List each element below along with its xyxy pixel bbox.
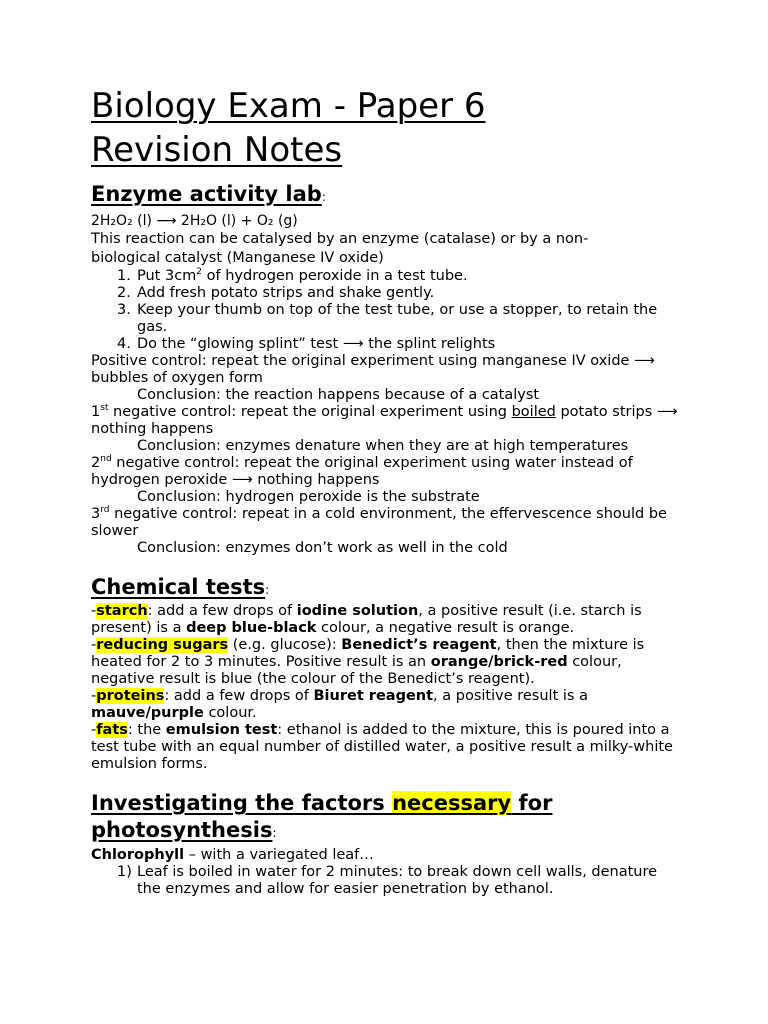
- step-number: 4.: [117, 336, 131, 352]
- negative-control-1: 1st negative control: repeat the original experiment using boiled potato strips ⟶ nothing happens: [91, 403, 678, 437]
- boiled-underlined: boiled: [511, 404, 556, 420]
- negative-conclusion-1: Conclusion: enzymes denature when they are at high temperatures: [137, 438, 629, 454]
- title-line-2: Revision Notes: [91, 130, 343, 170]
- negative-control-3: 3rd negative control: repeat in a cold environment, the effervescence should be slower: [91, 505, 667, 539]
- test-proteins: -proteins: add a few drops of Biuret reagent, a positive result is a mauve/purple colour.: [91, 688, 588, 721]
- photosynthesis-heading-line1: Investigating the factors necessary for: [91, 791, 553, 815]
- fats-highlight: fats: [96, 722, 128, 738]
- proteins-highlight: proteins: [96, 688, 165, 704]
- enzyme-heading-text: Enzyme activity lab: [91, 182, 322, 206]
- necessary-highlight: necessary: [392, 791, 512, 815]
- step-text: Put $3cm^2$ of hydrogen peroxide in a test tube.: [137, 267, 468, 284]
- enzyme-heading-colon: :: [321, 190, 326, 204]
- positive-conclusion: Conclusion: the reaction happens because of a catalyst: [137, 387, 540, 403]
- step-text: Add fresh potato strips and shake gently.: [137, 285, 435, 301]
- test-fats: -fats: the emulsion test: ethanol is added to the mixture, this is poured into a test tube with an equal number of distilled water, a positive result a milky-white emulsion forms.: [91, 722, 673, 772]
- desc-line-2: biological catalyst (Manganese IV oxide): [91, 250, 384, 266]
- test-starch: -starch: add a few drops of iodine solution, a positive result (i.e. starch is present) is a deep blue-black colour, a negative result is orange.: [91, 603, 642, 636]
- list-item: [91, 302, 681, 336]
- list-item: [91, 336, 681, 353]
- photosynthesis-heading-colon: :: [272, 826, 277, 840]
- starch-highlight: starch: [96, 603, 148, 619]
- test-reducing-sugars: -reducing sugars (e.g. glucose): Benedict’s reagent, then the mixture is heated for 2 to 3 minutes. Positive result is an orange/brick-red colour, negative result is blue (the colour of the Benedict’s reagent).: [91, 637, 645, 687]
- document-page: [91, 84, 681, 898]
- reaction-equation: 2H₂O₂ (l) ⟶ 2H₂O (l) + O₂ (g): [91, 213, 298, 229]
- negative-control-2: 2nd negative control: repeat the original experiment using water instead of hydrogen peroxide ⟶ nothing happens: [91, 454, 633, 488]
- photosynthesis-heading-line2: photosynthesis: [91, 818, 273, 842]
- positive-control: Positive control: repeat the original experiment using manganese IV oxide ⟶ bubbles of oxygen form: [91, 353, 655, 386]
- document-title: [91, 84, 681, 172]
- step-text: Do the “glowing splint” test ⟶ the splint relights: [137, 336, 496, 352]
- step-text: Keep your thumb on top of the test tube, or use a stopper, to retain the gas.: [137, 302, 658, 335]
- negative-conclusion-3: Conclusion: enzymes don’t work as well in the cold: [137, 540, 508, 556]
- method-steps: [91, 268, 681, 353]
- title-line-1: Biology Exam - Paper 6: [91, 86, 486, 126]
- list-item: [91, 268, 681, 285]
- list-item: [91, 285, 681, 302]
- chemical-heading-colon: :: [265, 583, 270, 597]
- sugars-highlight: reducing sugars: [96, 637, 229, 653]
- chemical-tests-heading: [91, 574, 681, 603]
- negative-conclusion-2: Conclusion: hydrogen peroxide is the substrate: [137, 489, 480, 505]
- step-number: 1): [117, 864, 132, 880]
- step-text: Leaf is boiled in water for 2 minutes: to break down cell walls, denature the enzymes and allow for easier penetration by ethanol.: [137, 864, 658, 897]
- step-number: 2.: [117, 285, 131, 301]
- chlorophyll-line: Chlorophyll – with a variegated leaf…: [91, 847, 374, 863]
- chemical-heading-text: Chemical tests: [91, 575, 266, 599]
- reaction-description: [91, 230, 681, 268]
- step-number: 1.: [117, 268, 131, 284]
- desc-line-1: This reaction can be catalysed by an enzyme (catalase) or by a non-: [91, 231, 589, 247]
- step-number: 3.: [117, 302, 131, 318]
- photosynthesis-heading: [91, 790, 681, 847]
- enzyme-heading: [91, 181, 681, 210]
- list-item: [91, 864, 681, 898]
